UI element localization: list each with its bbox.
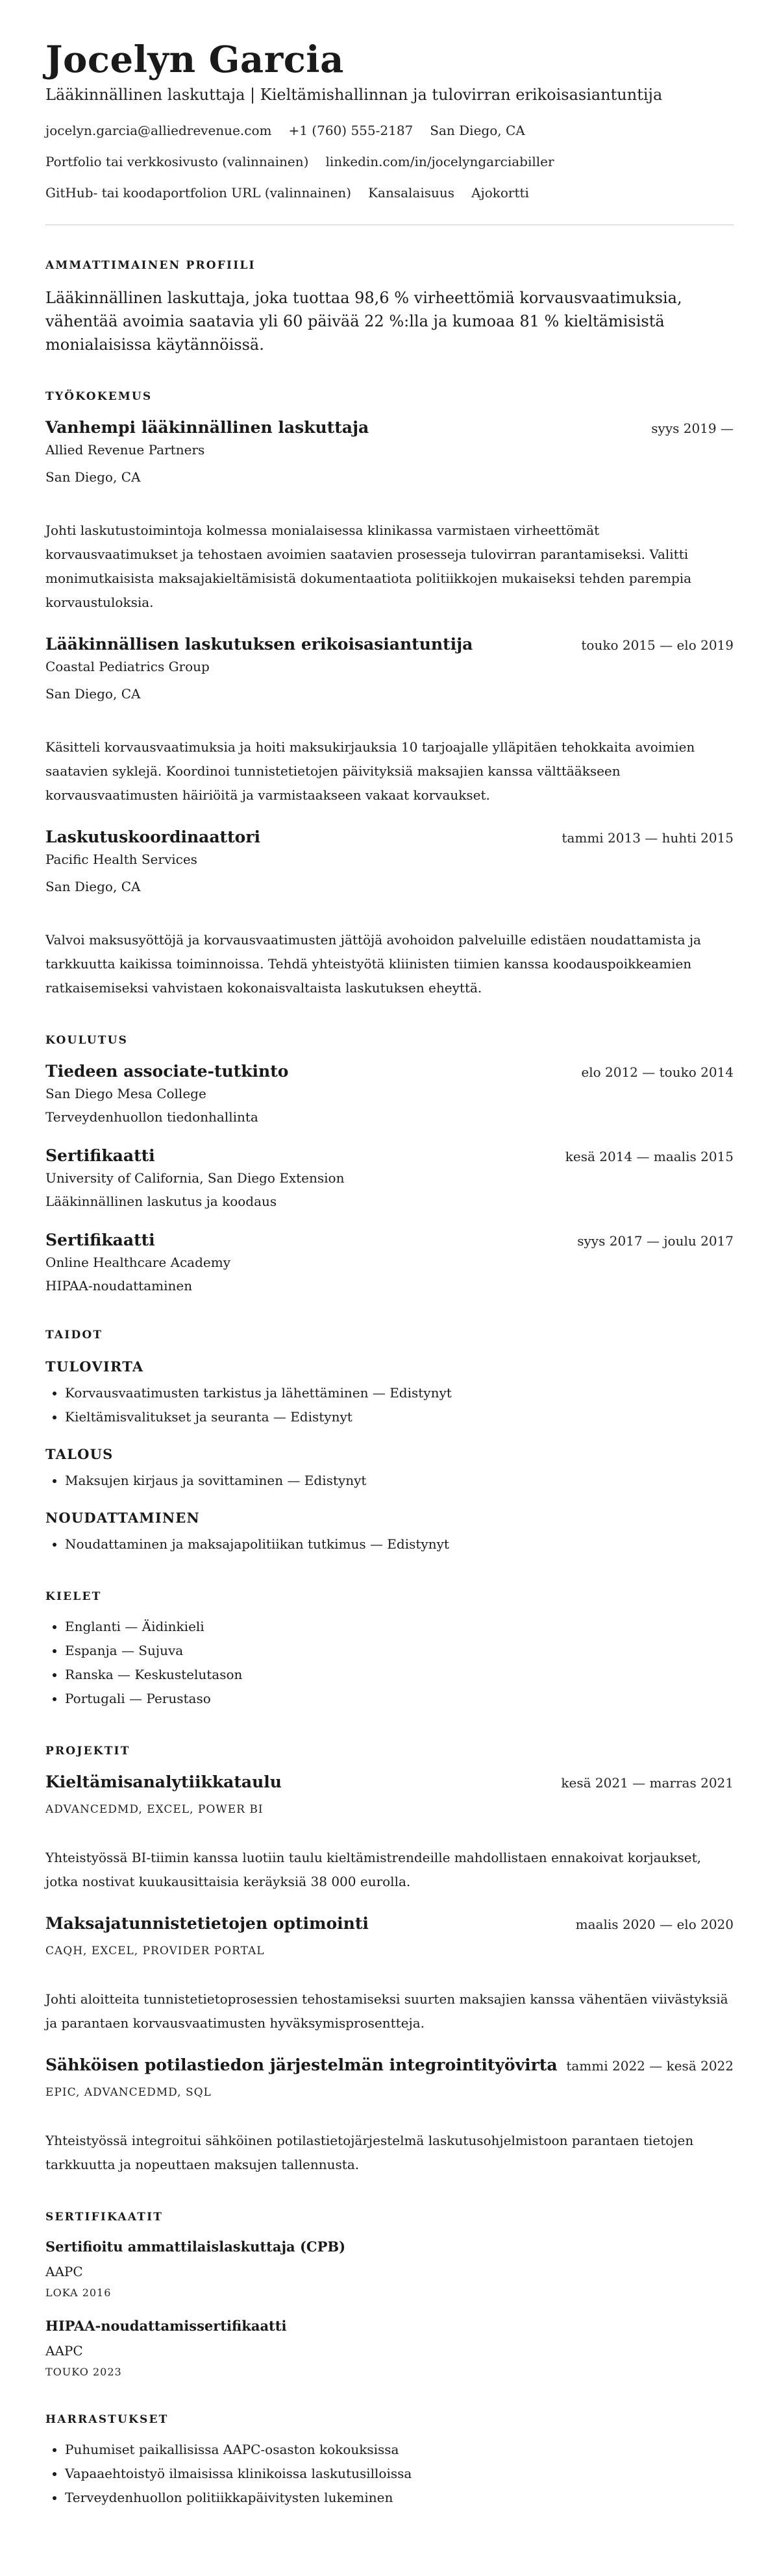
education-school: University of California, San Diego Extension: [45, 1170, 345, 1186]
education-field: Terveydenhuollon tiedonhallinta: [45, 1109, 258, 1125]
certificate-name: Sertifioitu ammattilaislaskuttaja (CPB): [45, 2239, 346, 2255]
project-title: Sähköisen potilastiedon järjestelmän integrointityövirta: [45, 2055, 558, 2074]
email-link[interactable]: jocelyn.garcia@alliedrevenue.com: [45, 123, 272, 138]
list-item: • Kieltämisvalitukset ja seuranta — Edistynyt: [65, 1405, 734, 1429]
headline: Lääkinnällinen laskuttaja | Kieltämishallinnan ja tulovirran erikoisasiantuntija: [45, 86, 663, 104]
list-item: • Korvausvaatimusten tarkistus ja lähettäminen — Edistynyt: [65, 1381, 734, 1405]
skill-category: TULOVIRTA: [45, 1358, 144, 1375]
github-link[interactable]: GitHub- tai koodaportfolion URL (valinnainen): [45, 185, 352, 201]
citizenship-text: Kansalaisuus: [368, 185, 455, 201]
skill-list: [45, 1532, 734, 1556]
drivers-license-text: Ajokortti: [471, 185, 529, 201]
job-title: Lääkinnällisen laskutuksen erikoisasiantuntija: [45, 635, 473, 654]
certificate-date: TOUKO 2023: [45, 2366, 122, 2378]
education-entry: [45, 1230, 734, 1295]
education-school: San Diego Mesa College: [45, 1086, 206, 1101]
project-date: kesä 2021 — marras 2021: [561, 1775, 734, 1791]
project-tech: ADVANCEDMD, EXCEL, POWER BI: [45, 1803, 264, 1816]
section-title-certificates: SERTIFIKAATIT: [45, 2211, 164, 2224]
certificate-date: LOKA 2016: [45, 2287, 112, 2299]
candidate-name: Jocelyn Garcia: [45, 38, 344, 81]
section-title-projects: PROJEKTIT: [45, 1745, 130, 1758]
section-title-profile: AMMATTIMAINEN PROFIILI: [45, 259, 256, 272]
job-entry: [45, 417, 734, 615]
project-entry: [45, 2055, 734, 2177]
profile-summary: Lääkinnällinen laskuttaja, joka tuottaa 98,6 % virheettömiä korvausvaatimuksia, vähentää avoimia saatavia yli 60 päivää 22 %:lla ja kumoaa 81 % kieltämisistä monialaisissa käytännöissä.: [45, 289, 682, 354]
project-entry: [45, 1772, 734, 1894]
section-title-education: KOULUTUS: [45, 1034, 129, 1047]
education-entry: [45, 1146, 734, 1210]
certificate-issuer: AAPC: [45, 2343, 83, 2359]
education-date: elo 2012 — touko 2014: [581, 1064, 734, 1080]
project-tech: CAQH, EXCEL, PROVIDER PORTAL: [45, 1944, 265, 1957]
job-date: syys 2019 —: [651, 421, 734, 436]
project-date: tammi 2022 — kesä 2022: [566, 2058, 734, 2074]
skill-category: NOUDATTAMINEN: [45, 1510, 200, 1526]
project-title: Kieltämisanalytiikkataulu: [45, 1773, 282, 1791]
section-title-experience: TYÖKOKEMUS: [45, 390, 153, 403]
education-date: syys 2017 — joulu 2017: [577, 1233, 734, 1249]
skill-category: TALOUS: [45, 1446, 114, 1462]
job-description: Valvoi maksusyöttöjä ja korvausvaatimusten jättöjä avohoidon palveluille edistäen noudattamista ja tarkkuutta kaikissa toiminnoissa. Tehdä yhteistyötä kliinisten tiimien kanssa koodauspoikkeamien ratkaisemiseksi vahvistaen kokonaisvaltaista laskutuksen eheyttä.: [45, 932, 701, 996]
contact-line-3: [45, 184, 734, 201]
list-item: • Maksujen kirjaus ja sovittaminen — Edistynyt: [65, 1469, 734, 1493]
phone-link[interactable]: +1 (760) 555-2187: [288, 123, 414, 138]
job-company: Pacific Health Services: [45, 852, 197, 867]
job-date: touko 2015 — elo 2019: [581, 637, 734, 653]
hobby-list: [45, 2438, 734, 2510]
project-description: Johti aloitteita tunnistetietoprosessien tehostamiseksi suurten maksajien kanssa vähentäen viivästyksiä ja parantaen korvausvaatimusten hyväksymisprosentteja.: [45, 1991, 728, 2031]
project-entry: [45, 1913, 734, 2035]
certificate-entry: [45, 2238, 734, 2300]
project-tech: EPIC, ADVANCEDMD, SQL: [45, 2086, 212, 2099]
skill-list: [45, 1469, 734, 1493]
education-degree: Tiedeen associate-tutkinto: [45, 1062, 289, 1081]
list-item: • Noudattaminen ja maksajapolitiikan tutkimus — Edistynyt: [65, 1532, 734, 1556]
list-item: • Terveydenhuollon politiikkapäivitysten lukeminen: [65, 2486, 734, 2510]
list-item: • Portugali — Perustaso: [65, 1687, 734, 1711]
location-text: San Diego, CA: [430, 123, 525, 138]
job-company: Allied Revenue Partners: [45, 442, 205, 458]
education-field: Lääkinnällinen laskutus ja koodaus: [45, 1194, 277, 1209]
linkedin-link[interactable]: linkedin.com/in/jocelyngarciabiller: [325, 154, 554, 169]
project-title: Maksajatunnistetietojen optimointi: [45, 1914, 369, 1933]
job-title: Laskutuskoordinaattori: [45, 828, 260, 846]
certificate-entry: [45, 2317, 734, 2379]
job-description: Johti laskutustoimintoja kolmessa monialaisessa klinikassa varmistaen virheettömät korvausvaatimukset ja tehostaen avoimien saatavien prosesseja tulovirran parantamiseksi. Valitti monimutkaisista maksajakieltämisistä dokumentaatiota politiikkojen mukaiseksi tehden parempia korvaustuloksia.: [45, 522, 692, 610]
job-entry: [45, 634, 734, 807]
job-location: San Diego, CA: [45, 879, 141, 894]
education-entry: [45, 1061, 734, 1126]
list-item: • Ranska — Keskustelutason: [65, 1663, 734, 1687]
contact-line-1: [45, 122, 734, 139]
list-item: • Puhumiset paikallisissa AAPC-osaston kokouksissa: [65, 2438, 734, 2462]
contact-line-2: [45, 153, 734, 170]
section-title-skills: TAIDOT: [45, 1329, 103, 1342]
job-location: San Diego, CA: [45, 469, 141, 485]
project-date: maalis 2020 — elo 2020: [575, 1917, 734, 1932]
education-degree: Sertifikaatti: [45, 1231, 155, 1249]
education-school: Online Healthcare Academy: [45, 1255, 231, 1270]
certificate-name: HIPAA-noudattamissertifikaatti: [45, 2318, 287, 2334]
project-description: Yhteistyössä BI-tiimin kanssa luotiin taulu kieltämistrendeille mahdollistaen ennakoivat korjaukset, jotka nostivat kuukausittaisia keräyksiä 38 000 eurolla.: [45, 1850, 701, 1889]
list-item: • Espanja — Sujuva: [65, 1639, 734, 1663]
section-title-languages: KIELET: [45, 1590, 102, 1603]
job-title: Vanhempi lääkinnällinen laskuttaja: [45, 418, 369, 437]
job-entry: [45, 827, 734, 1000]
certificate-issuer: AAPC: [45, 2264, 83, 2279]
portfolio-link[interactable]: Portfolio tai verkkosivusto (valinnainen): [45, 154, 309, 169]
education-date: kesä 2014 — maalis 2015: [565, 1149, 734, 1164]
section-title-hobbies: HARRASTUKSET: [45, 2413, 169, 2426]
job-description: Käsitteli korvausvaatimuksia ja hoiti maksukirjauksia 10 tarjoajalle ylläpitäen tehokkaita avoimien saatavien syklejä. Koordinoi tunnistetietojen päivityksiä maksajien kanssa välttääkseen korvausvaatimusten häiriöitä ja varmistaakseen vakaat korvaukset.: [45, 739, 695, 803]
education-field: HIPAA-noudattaminen: [45, 1278, 193, 1294]
project-description: Yhteistyössä integroitui sähköinen potilastietojärjestelmä laskutusohjelmistoon parantaen tietojen tarkkuutta ja nopeuttaen maksujen tallennusta.: [45, 2133, 694, 2172]
list-item: • Vapaaehtoistyö ilmaisissa klinikoissa laskutusilloissa: [65, 2462, 734, 2486]
language-list: [45, 1615, 734, 1711]
list-item: • Englanti — Äidinkieli: [65, 1615, 734, 1639]
education-degree: Sertifikaatti: [45, 1146, 155, 1165]
job-date: tammi 2013 — huhti 2015: [562, 830, 734, 846]
job-company: Coastal Pediatrics Group: [45, 659, 210, 674]
job-location: San Diego, CA: [45, 686, 141, 702]
skill-list: [45, 1381, 734, 1429]
